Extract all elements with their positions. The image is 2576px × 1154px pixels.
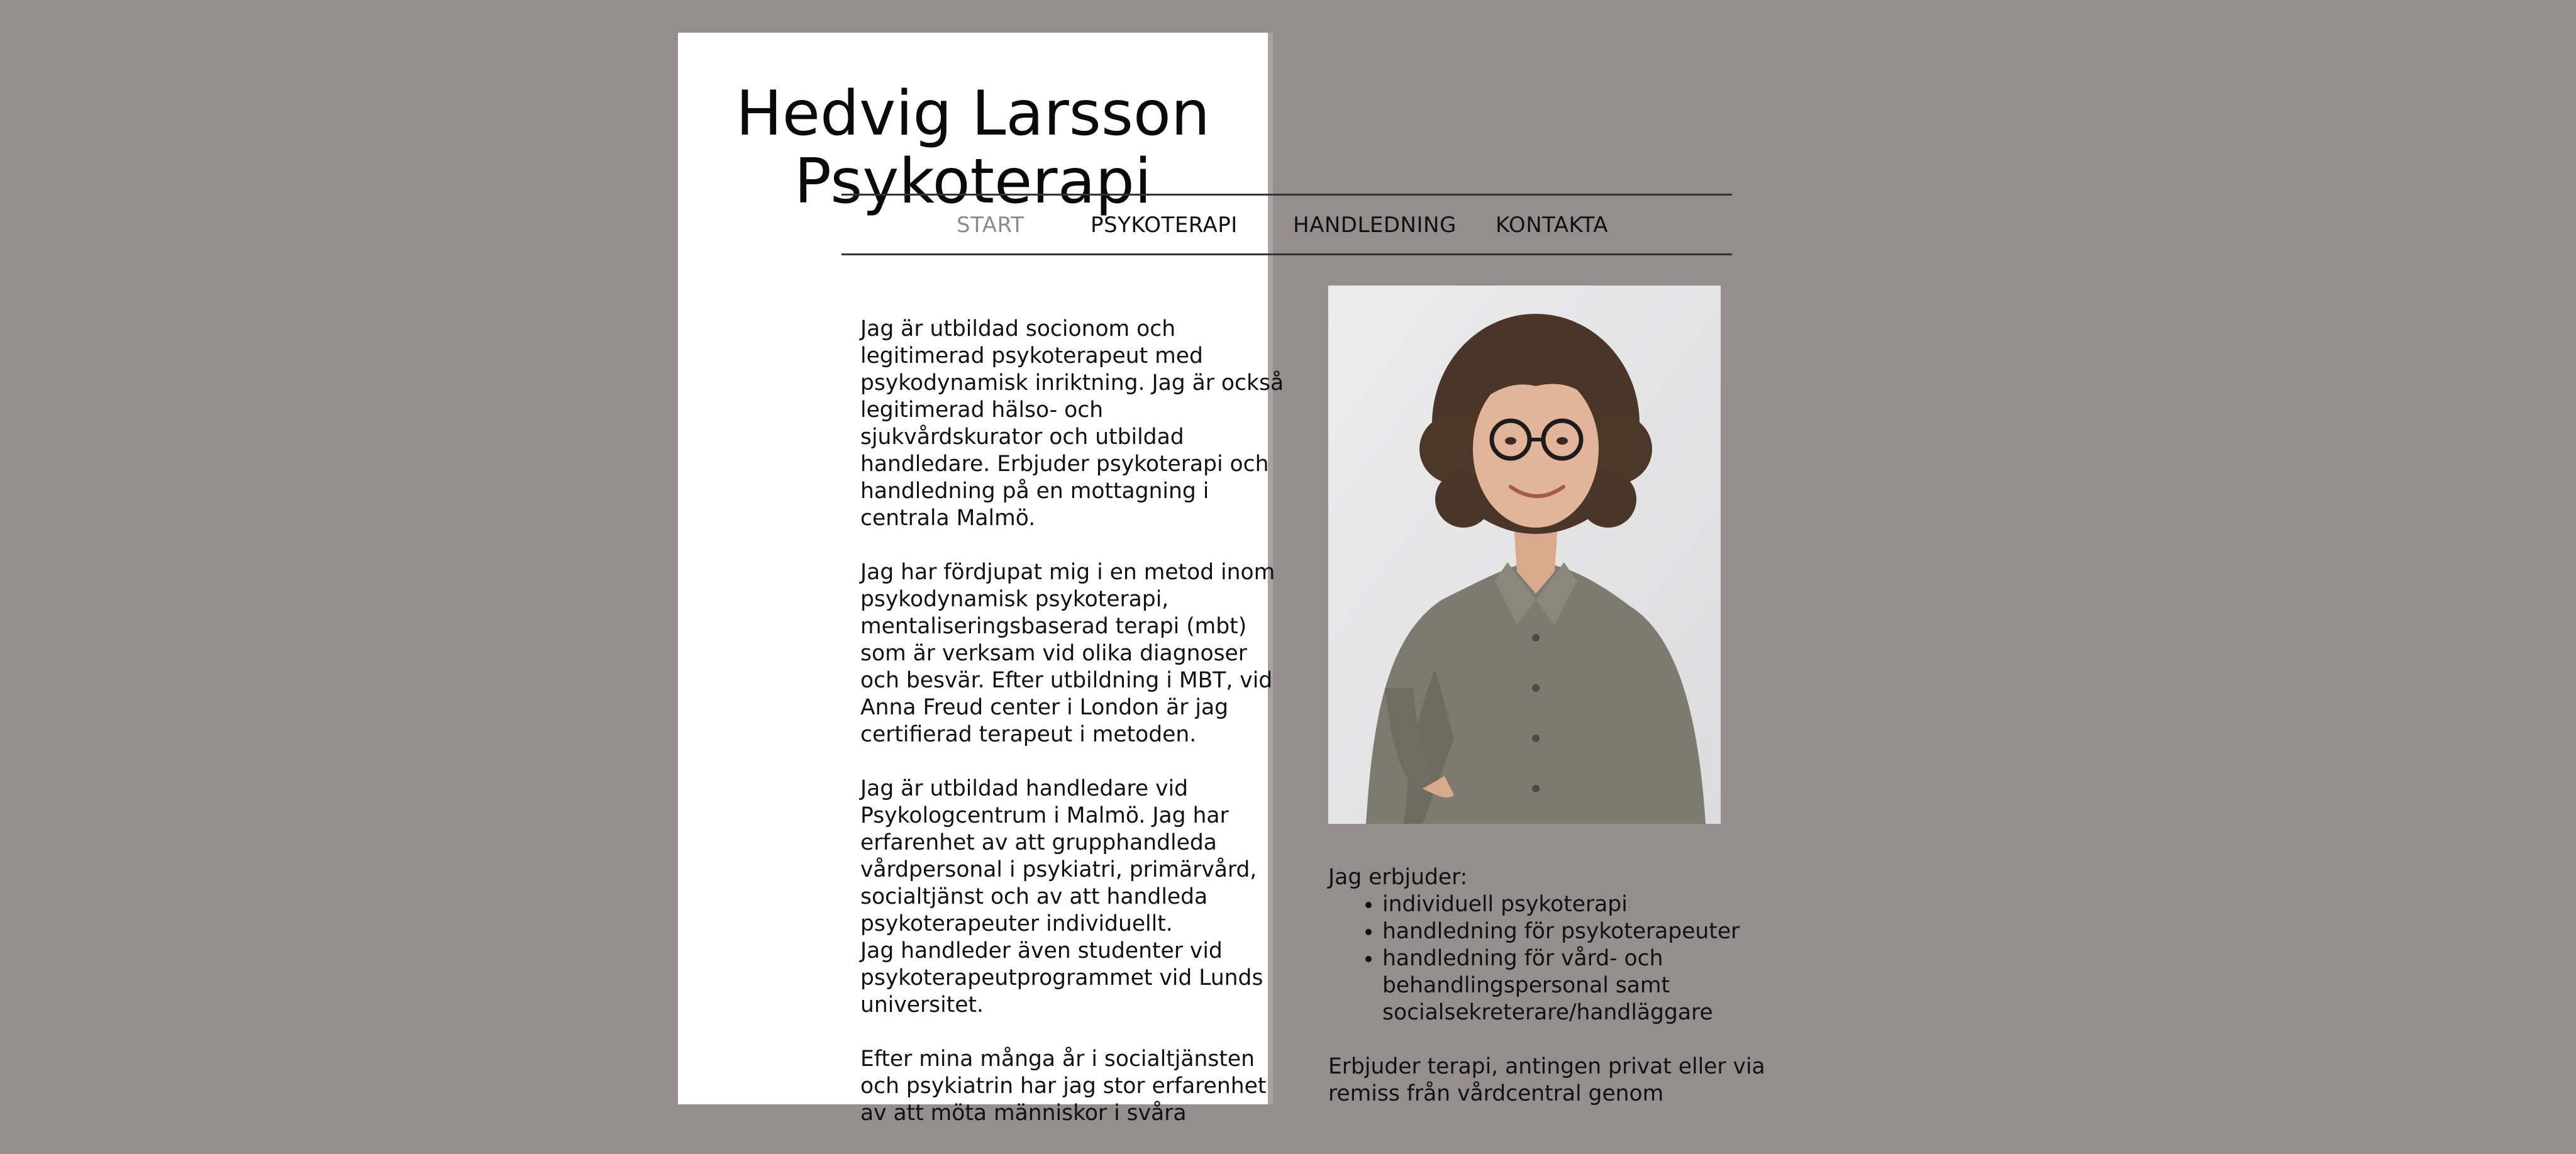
offer-heading: Jag erbjuder: xyxy=(1328,865,1468,890)
paragraph-students: Jag handleder även studenter vid psykoterapeutprogrammet vid Lunds universitet. xyxy=(860,938,1263,1018)
paragraph-experience: Efter mina många år i socialtjänsten och psykiatrin har jag stor erfarenhet av att möta människor i svåra xyxy=(860,1046,1267,1126)
list-item: • handledning för psykoterapeuter xyxy=(1382,918,1768,945)
nav-item-kontakta[interactable]: KONTAKTA xyxy=(1496,213,1609,238)
nav-item-handledning[interactable]: HANDLEDNING xyxy=(1293,213,1457,238)
offer-list xyxy=(1328,891,1768,1026)
portrait-photo xyxy=(1328,286,1721,824)
paragraph-education: Jag är utbildad socionom och legitimerad psykoterapeut med psykodynamisk inriktning. Jag är också legitimerad hälso- och sjukvårdskurator och utbildad handledare. Erbjuder psykoterapi och handledning på en mottagning i centrala Malmö. xyxy=(860,316,1284,531)
site-title: Hedvig Larsson Psykoterapi xyxy=(736,78,1210,218)
list-item: • handledning för vård- och behandlingspersonal samt socialsekreterare/handläggare xyxy=(1382,945,1768,1026)
nav-item-psykoterapi[interactable]: PSYKOTERAPI xyxy=(1091,213,1238,238)
paragraph-mbt: Jag har fördjupat mig i en metod inom psykodynamisk psykoterapi, mentaliseringsbaserad terapi (mbt) som är verksam vid olika diagnoser och besvär. Efter utbildning i MBT, vid Anna Freud center i London är jag certifierad terapeut i metoden. xyxy=(860,560,1275,747)
nav-item-start[interactable]: START xyxy=(957,213,1024,238)
intro-text xyxy=(860,316,1288,1154)
main-navigation xyxy=(841,194,1732,255)
offer-closing: Erbjuder terapi, antingen privat eller via remiss från vårdcentral genom xyxy=(1328,1054,1765,1106)
paragraph-supervision: Jag är utbildad handledare vid Psykologcentrum i Malmö. Jag har erfarenhet av att grupphandleda vårdpersonal i psykiatri, primärvård, socialtjänst och av att handleda psykoterapeuter individuellt. xyxy=(860,776,1257,936)
portrait-illustration xyxy=(1328,286,1721,824)
list-item: • individuell psykoterapi xyxy=(1382,891,1768,918)
offer-section xyxy=(1328,864,1768,1107)
nav-list xyxy=(841,196,1732,253)
